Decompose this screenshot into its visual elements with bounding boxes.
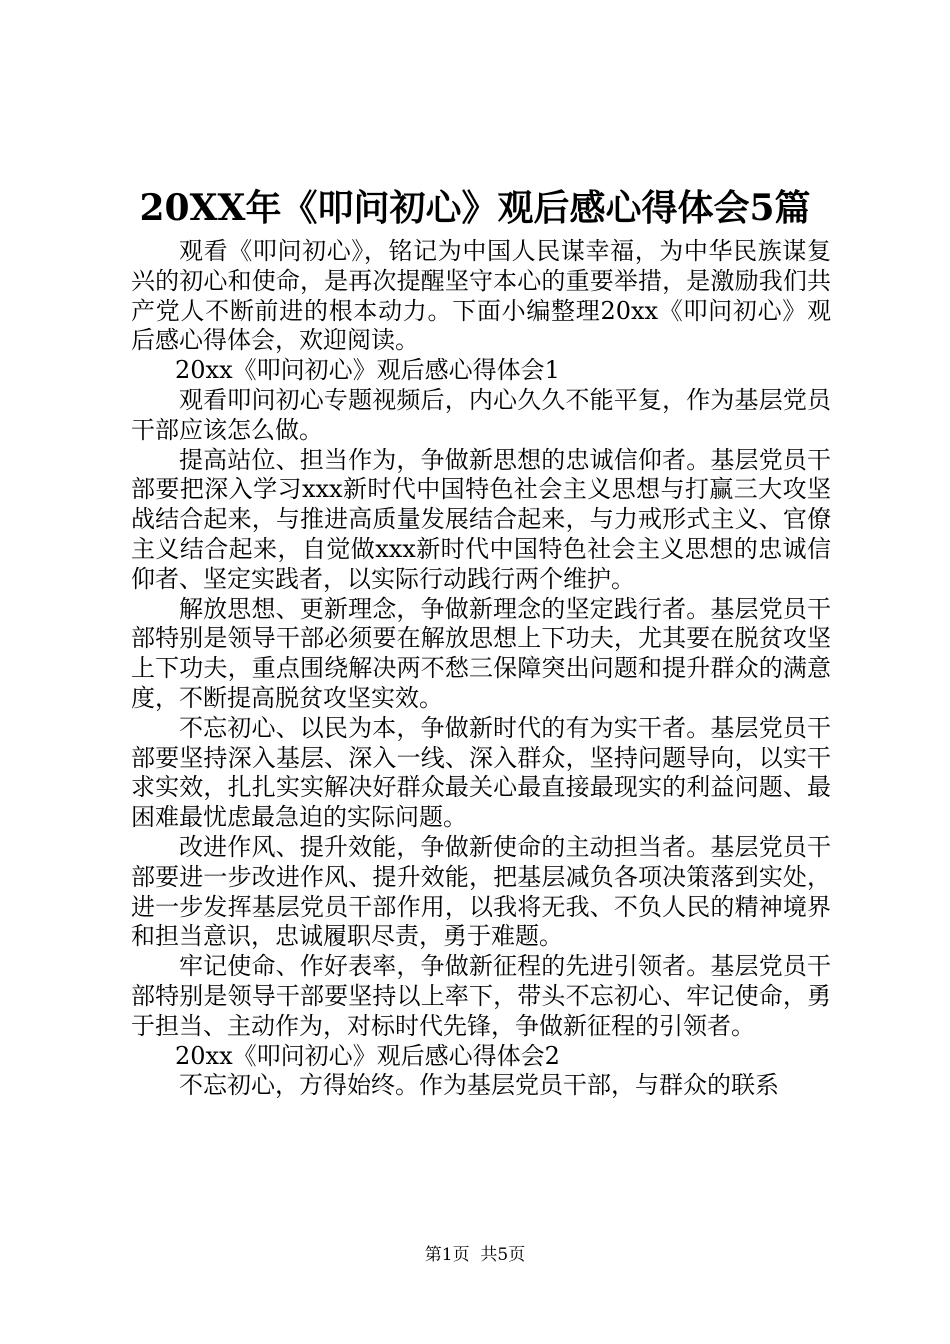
intro-paragraph: 观看《叩问初心》，铭记为中国人民谋幸福，为中华民族谋复兴的初心和使命，是再次提醒坚守本心的重要举措，是激励我们共产党人不断前进的根本动力。下面小编整理20xx《叩问初心》观后感心得体会，欢迎阅读。 [131, 237, 831, 355]
page-footer [0, 1244, 950, 1266]
section-heading-2: 20xx《叩问初心》观后感心得体会2 [175, 1041, 560, 1070]
section-heading-1: 20xx《叩问初心》观后感心得体会1 [175, 356, 560, 385]
document-body [131, 237, 831, 1101]
document-title: 20XX年《叩问初心》观后感心得体会5篇 [139, 187, 811, 229]
body-paragraph: 牢记使命、作好表率，争做新征程的先进引领者。基层党员干部特别是领导干部要坚持以上率下，带头不忘初心、牢记使命，勇于担当、主动作为，对标时代先锋，争做新征程的引领者。 [131, 952, 831, 1040]
page-total: 共5页 [480, 1245, 526, 1265]
footer-spacer [470, 1245, 481, 1265]
body-paragraph: 观看叩问初心专题视频后，内心久久不能平复，作为基层党员干部应该怎么做。 [131, 385, 831, 444]
body-paragraph: 不忘初心、以民为本，争做新时代的有为实干者。基层党员干部要坚持深入基层、深入一线、深入群众，坚持问题导向，以实干求实效，扎扎实实解决好群众最关心最直接最现实的利益问题、最困难最忧虑最急迫的实际问题。 [131, 713, 831, 832]
body-paragraph: 改进作风、提升效能，争做新使命的主动担当者。基层党员干部要进一步改进作风、提升效能，把基层减负各项决策落到实处，进一步发挥基层党员干部作用，以我将无我、不负人民的精神境界和担当意识，忠诚履职尽责，勇于难题。 [131, 832, 831, 951]
body-paragraph: 解放思想、更新理念，争做新理念的坚定践行者。基层党员干部特别是领导干部必须要在解放思想上下功夫，尤其要在脱贫攻坚上下功夫，重点围绕解决两不愁三保障突出问题和提升群众的满意度，不断提高脱贫攻坚实效。 [131, 594, 831, 712]
body-paragraph: 不忘初心，方得始终。作为基层党员干部，与群众的联系 [179, 1071, 779, 1100]
page-number: 第1页 [424, 1245, 470, 1265]
body-paragraph: 提高站位、担当作为，争做新思想的忠诚信仰者。基层党员干部要把深入学习xxx新时代中国特色社会主义思想与打赢三大攻坚战结合起来，与推进高质量发展结合起来，与力戒形式主义、官僚主义结合起来，自觉做xxx新时代中国特色社会主义思想的忠诚信仰者、坚定实践者，以实际行动践行两个维护。 [131, 445, 831, 593]
